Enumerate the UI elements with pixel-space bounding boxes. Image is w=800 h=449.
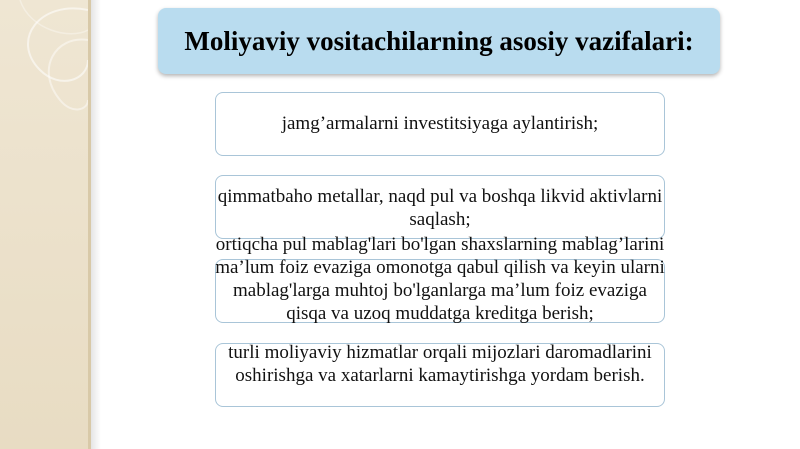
slide-title: Moliyaviy vositachilarning asosiy vazifalari: bbox=[184, 25, 694, 56]
list-item-text: qimmatbaho metallar, naqd pul va boshqa likvid aktivlarni saqlash; bbox=[217, 186, 663, 230]
list-item-text: ortiqcha pul mablag'lari bo'lgan shaxslarning mablag’larini ma’lum foiz evaziga omonotga qabul qilish va keyin ularni mablag'larga muhtoj bo'lganlarga ma’lum foiz evaziga qisqa va uzoq muddatga kreditga berish; bbox=[215, 234, 665, 324]
slide-title-banner bbox=[158, 8, 720, 74]
side-panel-shadow bbox=[91, 0, 101, 449]
list-item-text: jamg’armalarni investitsiyaga aylantirish; bbox=[281, 113, 599, 134]
list-item-text: turli moliyaviy hizmatlar orqali mijozlari daromadlarini oshirishga va xatarlarni kamaytirishga yordam berish. bbox=[228, 342, 652, 386]
swirl-decoration-icon bbox=[0, 0, 88, 160]
